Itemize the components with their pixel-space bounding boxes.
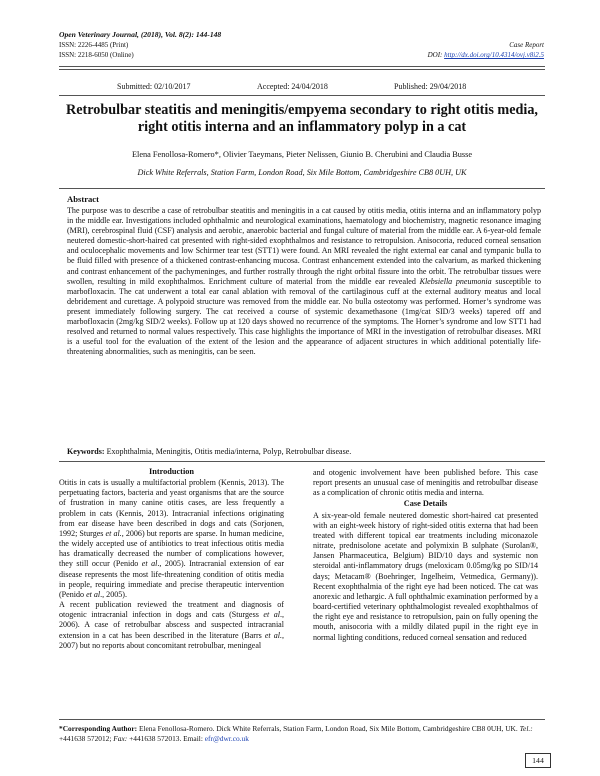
doi — [428, 51, 544, 59]
introduction-heading: Introduction — [148, 467, 195, 476]
right-column — [313, 468, 538, 643]
footnote-rule — [59, 719, 545, 720]
header-rule-2 — [59, 69, 545, 70]
doi-link[interactable]: http://dx.doi.org/10.4314/ovj.v8i2.5 — [444, 51, 544, 59]
footnote-label: *Corresponding Author: — [59, 724, 138, 733]
abstract-body — [67, 206, 541, 357]
intro-paragraph-1: Otitis in cats is usually a multifactorial problem (Kennis, 2013). The perpetuating factors, bacteria and yeast organisms that are the source of frustration in many canine otitis cases, are less frequently a problem in cats (Kennis, 2013). Intracranial infections originating from ear disease have been described in dogs and cats (Sorjonen, 1992; Sturges et al., 2006) but reports are sparse. In human medicine, the widely accepted use of antibiotics to treat infectious otitis media has dramatically decreased the number of complications however, they still occur (Penido et al., 2005). Intracranial extension of ear disease represents the most life-threatening condition of otitis media in people, requiring immediate and precise therapeutic intervention (Penido et al., 2005). — [59, 478, 285, 599]
article-title — [62, 102, 542, 136]
left-column — [59, 467, 284, 651]
title-line-1: Retrobulbar steatitis and meningitis/empyema secondary to right otitis media, — [66, 102, 538, 118]
journal-citation: Open Veterinary Journal, (2018), Vol. 8(2): 144-148 — [59, 30, 222, 39]
email-link[interactable]: efr@dwr.co.uk — [204, 734, 249, 743]
keywords — [67, 447, 541, 456]
dates-rule — [59, 95, 545, 96]
submitted-date: Submitted: 02/10/2017 — [117, 82, 191, 91]
abstract-text-2: susceptible to marbofloxacin. The cat underwent a total ear canal ablation with removal of the cartilaginous cuff at the external auditory meatus and local debridement and curettage. A polypoid structure was removed from the middle ear. No bulla osteotomy was performed. Horner’s syndrome was present immediately following surgery. The cat received a course of systemic dexamethasone (1mg/cat SID/3 weeks) tapered off and marbofloxacin (2mg/kg SID/2 weeks). Follow up at 120 days showed no recurrence of the symptoms. The Horner’s syndrome and low STT1 had resolved and returned to normal values respectively. This case highlights the importance of MRI in the investigation of retrobulbar diseases. MRI is a useful tool for the evaluation of the extent of the lesion and the appearance of adjacent structures in which additional potentially life-threatening abnormalities, such as meningitis, can be seen. — [67, 276, 541, 357]
affiliation: Dick White Referrals, Station Farm, London Road, Six Mile Bottom, Cambridgeshire CB8 0UH, UK — [137, 168, 467, 177]
keywords-text: Exophthalmia, Meningitis, Otitis media/interna, Polyp, Retrobulbar disease. — [106, 447, 352, 456]
accepted-date: Accepted: 24/04/2018 — [257, 82, 328, 91]
title-line-2: right otitis interna and an inflammatory polyp in a cat — [137, 119, 467, 135]
abstract-organism: Klebsiella pneumonia — [419, 276, 492, 286]
abstract-heading: Abstract — [67, 194, 99, 204]
case-details-paragraph: A six-year-old female neutered domestic short-haired cat presented with an eight-week history of right-sided otitis externa that had been treated with different topical ear treatments including miconazole nitrate, prednisolone acetate and polymixin B sulphate (Surolan®, Jansen Pharmaceutica, Belgium) BID/10 days and systemic non steroidal anti-inflammatory drugs (meloxicam 0.05mg/kg po SID/14 days; Metacam® (Boehringer, Ingelheim, Vetmedica, Germany)). Recent exophthalmia of the right eye had been noticed. The cat was anorexic and lethargic. A full ophthalmic examination performed by a board-certified veterinary ophthalmologist revealed exophthalmos of the right eye and resistance to retropulsion, pain on fully opening the mouth, anisocoria with a mildly dilated pupil in the right eye in normal lighting conditions, reduced corneal sensation and reduced — [313, 510, 538, 642]
doi-label: DOI: — [427, 51, 443, 59]
intro-paragraph-2: A recent publication reviewed the treatment and diagnosis of otogenic intracranial infection in dogs and cats (Sturgess et al., 2006). A case of retrobulbar abscess and suspected intracranial extension in a cat has been described in the literature (Barrs et al., 2007) but no reports about concomitant retrobulbar, meningeal — [59, 600, 285, 650]
header-rule-1 — [59, 66, 545, 67]
keywords-label: Keywords: — [67, 447, 105, 456]
corresponding-author-note: *Corresponding Author: Elena Fenollosa-Romero. Dick White Referrals, Station Farm, London Road, Six Mile Bottom, Cambridgeshire CB8 0UH, UK. Tel.: +441638 572012; Fax: +441638 572013. Email: efr@dwr.co.uk — [59, 724, 533, 743]
abstract-rule-bottom — [59, 461, 545, 462]
abstract-text-1: The purpose was to describe a case of retrobulbar steatitis and meningitis in a cat caused by otitis media, otitis interna and an inflammatory polyp in the middle ear. Investigations included ophthalmic and neurological examinations, haematology and biochemistry, magnetic resonance imaging (MRI), cerebrospinal fluid (CSF) analysis and aerobic, anaerobic bacterial and fungal culture of material from the middle ear. A 6-year-old female neutered domestic-short-haired cat presented with right-sided exophthalmos and resistance to retropulsion. Anisocoria, reduced corneal sensation and oculocephalic movements and low Schirmer tear test (STT1) were found. An MRI revealed the right external ear canal and tympanic bulla to be fluid filled with presence of a thickened contrast-enhancing mucosa. Contrast enhancement extended into the calvarium, as marked thickening and contrast enhancement of the pachymeninges, and further rostrally through the right orbital fissure into the orbit. The retrobulbar tissues were swollen, resulting in mild exophthalmos. Enrichment culture of material from the middle ear revealed — [67, 206, 541, 286]
published-date: Published: 29/04/2018 — [394, 82, 467, 91]
intro-continuation: and otogenic involvement have been published before. This case report presents an unusual case of meningitis and retrobulbar disease as a complication of chronic otitis media and interna. — [313, 468, 538, 498]
issn-print: ISSN: 2226-4485 (Print) — [59, 41, 129, 49]
case-details-heading: Case Details — [403, 499, 448, 509]
author-list: Elena Fenollosa-Romero*, Olivier Taeymans, Pieter Nelissen, Giunio B. Cherubini and Claudia Busse — [131, 150, 473, 159]
abstract-rule-top — [59, 188, 545, 189]
issn-online: ISSN: 2218-6050 (Online) — [59, 51, 134, 59]
article-type: Case Report — [509, 41, 544, 49]
page-number: 144 — [525, 753, 551, 768]
